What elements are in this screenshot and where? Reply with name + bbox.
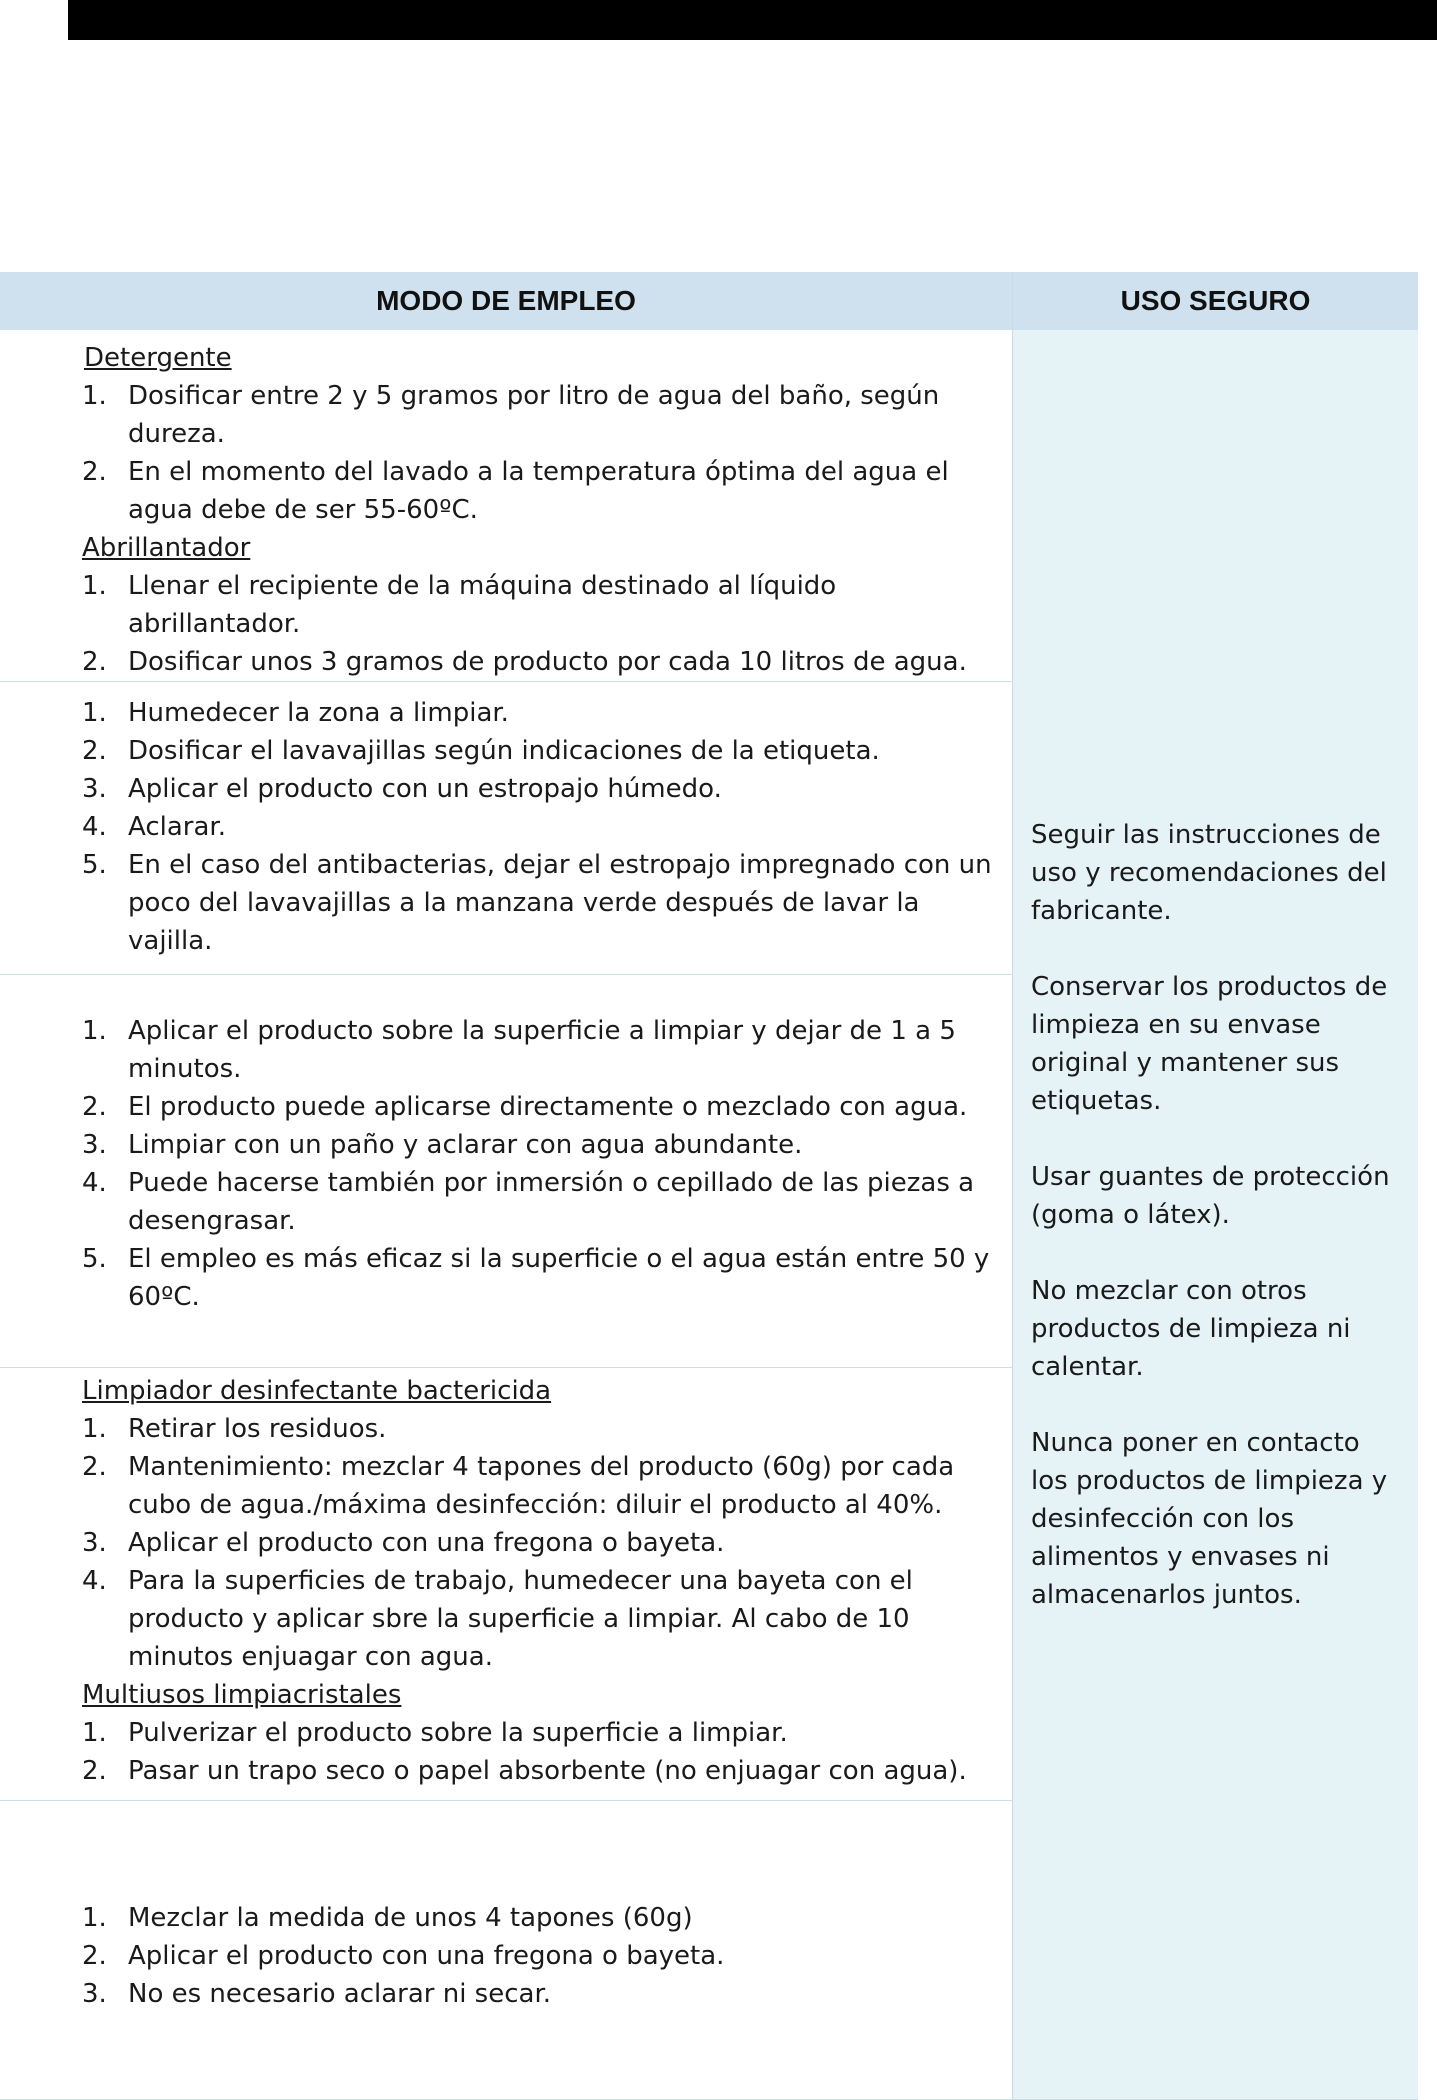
list-item: [0, 1164, 1012, 1240]
step-text: El producto puede aplicarse directamente o mezclado con agua.: [128, 1092, 968, 1122]
step-number: 1.: [82, 1016, 107, 1046]
list-item: [0, 694, 1012, 732]
step-text: Mezclar la medida de unos 4 tapones (60g): [128, 1903, 693, 1933]
step-number: 2.: [82, 1452, 107, 1482]
list-item: [0, 732, 1012, 770]
step-text: Mantenimiento: mezclar 4 tapones del producto (60g) por cada cubo de agua./máxima desinfección: diluir el producto al 40%.: [128, 1452, 955, 1520]
steps-list: [0, 1012, 1012, 1316]
step-number: 2.: [82, 1756, 107, 1786]
list-item: [0, 1012, 1012, 1088]
uso-seguro-paragraph: Usar guantes de protección (goma o látex).: [1031, 1161, 1390, 1230]
step-text: Puede hacerse también por inmersión o cepillado de las piezas a desengrasar.: [128, 1168, 975, 1236]
product-title: Abrillantador: [82, 533, 251, 563]
section-content: [0, 1899, 1012, 2013]
steps-list: [0, 694, 1012, 960]
list-item: [0, 1410, 1012, 1448]
step-number: 4.: [82, 1566, 107, 1596]
step-text: Dosificar entre 2 y 5 gramos por litro de agua del baño, según dureza.: [128, 381, 940, 449]
step-text: Aplicar el producto con una fregona o bayeta.: [128, 1528, 725, 1558]
list-item: [0, 1240, 1012, 1316]
uso-seguro-paragraph: Conservar los productos de limpieza en su envase original y mantener sus etiquetas.: [1031, 971, 1388, 1116]
step-text: Dosificar el lavavajillas según indicaciones de la etiqueta.: [128, 736, 880, 766]
list-item: [0, 1524, 1012, 1562]
list-item: [0, 1975, 1012, 2013]
step-text: En el caso del antibacterias, dejar el estropajo impregnado con un poco del lavavajillas a la manzana verde después de lavar la vajilla.: [128, 850, 992, 956]
step-text: Limpiar con un paño y aclarar con agua abundante.: [128, 1130, 803, 1160]
uso-seguro-paragraph: Seguir las instrucciones de uso y recomendaciones del fabricante.: [1031, 819, 1387, 926]
list-item: [0, 377, 1012, 453]
step-number: 4.: [82, 1168, 107, 1198]
step-number: 5.: [82, 1244, 107, 1274]
section-content: [0, 339, 1012, 681]
product-title: Limpiador desinfectante bactericida: [82, 1376, 552, 1406]
steps-list: [0, 567, 1012, 681]
step-text: Humedecer la zona a limpiar.: [128, 698, 509, 728]
section-content: [0, 1372, 1012, 1790]
section-content: [0, 694, 1012, 960]
step-text: Retirar los residuos.: [128, 1414, 387, 1444]
step-text: Aplicar el producto con una fregona o bayeta.: [128, 1941, 725, 1971]
section-desengrasante: [0, 975, 1013, 1368]
list-item: [0, 1448, 1012, 1524]
step-text: Dosificar unos 3 gramos de producto por cada 10 litros de agua.: [128, 647, 967, 677]
step-number: 3.: [82, 774, 107, 804]
step-text: No es necesario aclarar ni secar.: [128, 1979, 552, 2009]
step-number: 3.: [82, 1979, 107, 2009]
list-item: [0, 1899, 1012, 1937]
section-lavavajillas: [0, 682, 1013, 975]
steps-list: [0, 1714, 1012, 1790]
steps-list: [0, 1410, 1012, 1676]
step-text: Pulverizar el producto sobre la superficie a limpiar.: [128, 1718, 788, 1748]
step-text: Para la superficies de trabajo, humedecer una bayeta con el producto y aplicar sbre la superficie a limpiar. Al cabo de 10 minutos enjuagar con agua.: [128, 1566, 913, 1672]
uso-seguro-paragraph: Nunca poner en contacto los productos de limpieza y desinfección con los alimentos y envases ni almacenarlos juntos.: [1031, 1427, 1388, 1610]
steps-list: [0, 1899, 1012, 2013]
step-number: 1.: [82, 1903, 107, 1933]
table-header-row: [0, 272, 1418, 330]
section-detergente-abrillantador: [0, 330, 1013, 682]
list-item: [0, 770, 1012, 808]
step-text: Aclarar.: [128, 812, 226, 842]
step-number: 1.: [82, 1414, 107, 1444]
step-number: 4.: [82, 812, 107, 842]
product-title: Multiusos limpiacristales: [82, 1680, 402, 1710]
step-text: Pasar un trapo seco o papel absorbente (no enjuagar con agua).: [128, 1756, 967, 1786]
step-text: Aplicar el producto sobre la superficie a limpiar y dejar de 1 a 5 minutos.: [128, 1016, 956, 1084]
step-number: 2.: [82, 457, 107, 487]
step-text: El empleo es más eficaz si la superficie o el agua están entre 50 y 60ºC.: [128, 1244, 990, 1312]
list-item: [0, 1752, 1012, 1790]
step-number: 2.: [82, 736, 107, 766]
step-number: 1.: [82, 571, 107, 601]
list-item: [0, 1937, 1012, 1975]
step-text: Aplicar el producto con un estropajo húmedo.: [128, 774, 722, 804]
uso-seguro-paragraph: No mezclar con otros productos de limpieza ni calentar.: [1031, 1275, 1351, 1382]
step-number: 5.: [82, 850, 107, 880]
list-item: [0, 1562, 1012, 1676]
step-number: 2.: [82, 647, 107, 677]
section-content: [0, 1012, 1012, 1316]
steps-list: [0, 377, 1012, 529]
list-item: [0, 1714, 1012, 1752]
list-item: [0, 808, 1012, 846]
step-text: En el momento del lavado a la temperatura óptima del agua el agua debe de ser 55-60ºC.: [128, 457, 949, 525]
step-number: 1.: [82, 1718, 107, 1748]
uso-seguro-cell: [1013, 330, 1419, 2100]
uso-seguro-text: [1031, 816, 1396, 1614]
step-number: 2.: [82, 1092, 107, 1122]
instructions-table: [0, 272, 1418, 2100]
section-desinfectante-multiusos: [0, 1368, 1013, 1801]
list-item: [0, 846, 1012, 960]
step-number: 1.: [82, 698, 107, 728]
list-item: [0, 453, 1012, 529]
step-text: Llenar el recipiente de la máquina destinado al líquido abrillantador.: [128, 571, 837, 639]
step-number: 1.: [82, 381, 107, 411]
top-black-bar: [68, 0, 1437, 40]
list-item: [0, 1126, 1012, 1164]
section-friegasuelos: [0, 1801, 1013, 2100]
header-modo-de-empleo: MODO DE EMPLEO: [0, 272, 1013, 330]
table-row: [0, 330, 1418, 682]
product-title: Detergente: [84, 343, 232, 373]
step-number: 2.: [82, 1941, 107, 1971]
step-number: 3.: [82, 1130, 107, 1160]
list-item: [0, 1088, 1012, 1126]
list-item: [0, 567, 1012, 643]
header-uso-seguro: USO SEGURO: [1013, 272, 1419, 330]
step-number: 3.: [82, 1528, 107, 1558]
list-item: [0, 643, 1012, 681]
